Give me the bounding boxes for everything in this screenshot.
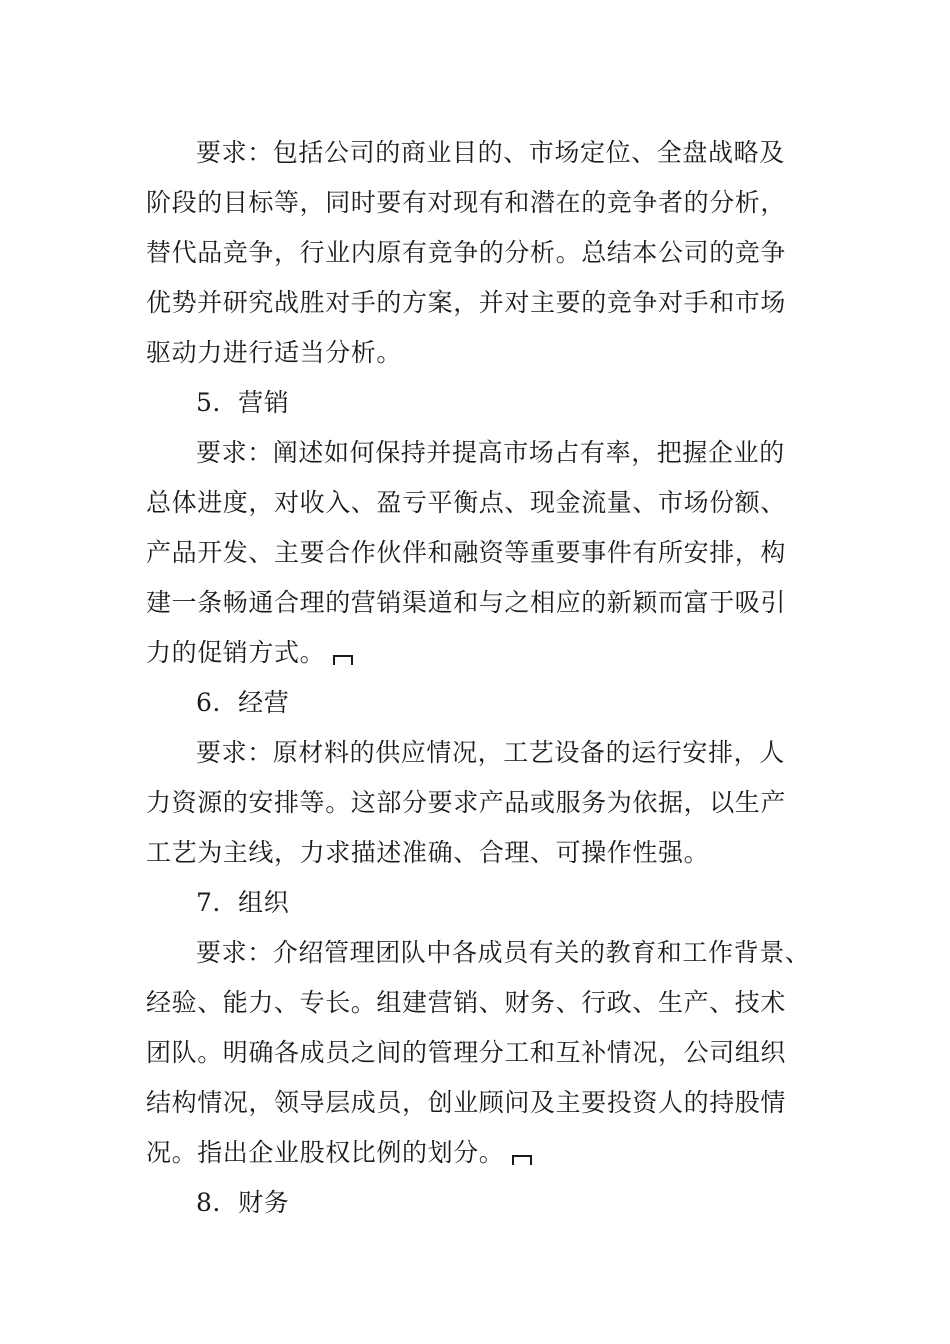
paragraph-line: 要求：介绍管理团队中各成员有关的教育和工作背景、 xyxy=(196,938,811,967)
paragraph-line: 建一条畅通合理的营销渠道和与之相应的新颖而富于吸引 xyxy=(146,588,787,617)
paragraph-line: 驱动力进行适当分析。 xyxy=(146,338,403,367)
paragraph-line-with-mark xyxy=(146,1138,532,1168)
paragraph-line-with-mark xyxy=(146,638,353,668)
paragraph-end-mark-icon xyxy=(333,655,353,665)
paragraph-line: 况。指出企业股权比例的划分。 xyxy=(146,1138,505,1167)
paragraph-line: 总体进度，对收入、盈亏平衡点、现金流量、市场份额、 xyxy=(146,488,787,517)
section-heading-marketing: 5．营销 xyxy=(196,388,290,417)
paragraph-line: 力资源的安排等。这部分要求产品或服务为依据，以生产 xyxy=(146,788,787,817)
section-heading-organization: 7．组织 xyxy=(196,888,290,917)
paragraph-line: 要求：包括公司的商业目的、市场定位、全盘战略及 xyxy=(196,138,785,167)
section-heading-finance: 8．财务 xyxy=(196,1188,290,1217)
paragraph-line: 经验、能力、专长。组建营销、财务、行政、生产、技术 xyxy=(146,988,787,1017)
paragraph-end-mark-icon xyxy=(512,1155,532,1165)
paragraph-line: 工艺为主线，力求描述准确、合理、可操作性强。 xyxy=(146,838,710,867)
paragraph-line: 替代品竞争，行业内原有竞争的分析。总结本公司的竞争 xyxy=(146,238,787,267)
paragraph-line: 要求：原材料的供应情况，工艺设备的运行安排，人 xyxy=(196,738,785,767)
paragraph-line: 优势并研究战胜对手的方案，并对主要的竞争对手和市场 xyxy=(146,288,787,317)
paragraph-line: 力的促销方式。 xyxy=(146,638,326,667)
paragraph-line: 团队。明确各成员之间的管理分工和互补情况，公司组织 xyxy=(146,1038,787,1067)
section-heading-operations: 6．经营 xyxy=(196,688,290,717)
paragraph-line: 要求：阐述如何保持并提高市场占有率，把握企业的 xyxy=(196,438,785,467)
paragraph-line: 结构情况，领导层成员，创业顾问及主要投资人的持股情 xyxy=(146,1088,787,1117)
paragraph-line: 阶段的目标等，同时要有对现有和潜在的竞争者的分析， xyxy=(146,188,787,217)
paragraph-line: 产品开发、主要合作伙伴和融资等重要事件有所安排，构 xyxy=(146,538,787,567)
